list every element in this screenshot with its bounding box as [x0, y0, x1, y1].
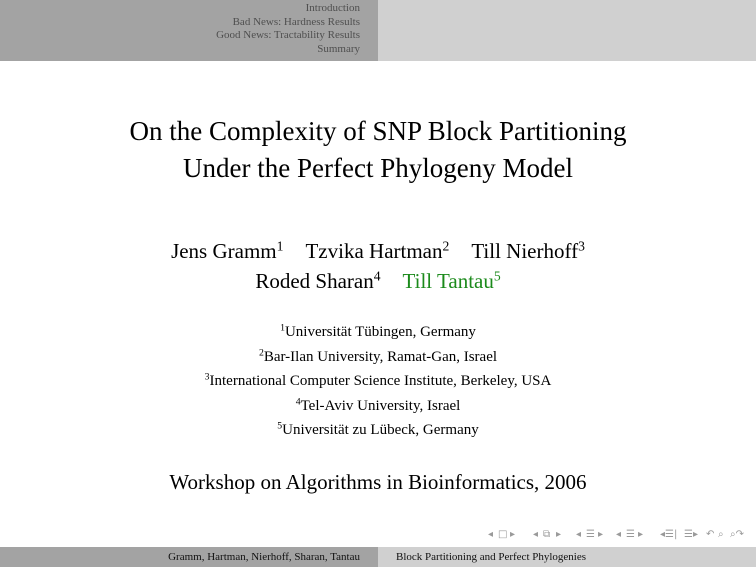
- footer-short-title: Block Partitioning and Perfect Phylogenies: [396, 551, 587, 563]
- frame-icon[interactable]: □: [498, 529, 508, 540]
- event-name: Workshop on Algorithms in Bioinformatics, 2006: [169, 470, 587, 494]
- subsection-icon[interactable]: ⧉: [543, 529, 551, 540]
- section-link-hardness[interactable]: Bad News: Hardness Results: [232, 15, 360, 28]
- search-icon[interactable]: ⌕: [718, 529, 724, 540]
- affiliation-1: $^1$Universität Tübingen, Germany: [280, 322, 476, 340]
- footer-authors: Gramm, Hartman, Nierhoff, Sharan, Tantau: [168, 551, 360, 563]
- author-row-2: [0, 266, 756, 296]
- search-back-forward-icon[interactable]: ↶: [706, 529, 715, 540]
- section-link-summary[interactable]: Summary: [317, 42, 360, 55]
- part-icon[interactable]: ☰: [626, 529, 635, 540]
- beamer-navigation-controls: [488, 528, 752, 542]
- part-next-icon[interactable]: ▸: [638, 529, 644, 540]
- section-navigation: [216, 2, 360, 56]
- section-next-icon[interactable]: ▸: [598, 529, 604, 540]
- author-tantau-presenter: Till Tantau$^5$: [402, 268, 501, 293]
- title-line-1: On the Complexity of SNP Block Partitioning: [129, 116, 627, 146]
- affiliation-3: $^3$International Computer Science Institute, Berkeley, USA: [204, 371, 552, 390]
- author-row-1: [0, 236, 756, 266]
- document-forward-icon[interactable]: ☰▸: [684, 529, 698, 540]
- author-hartman: Tzvika Hartman$^2$: [305, 238, 450, 263]
- subsection-next-icon[interactable]: ▸: [556, 529, 562, 540]
- author-sharan: Roded Sharan$^4$: [255, 268, 381, 293]
- affiliation-5: $^5$Universität zu Lübeck, Germany: [277, 421, 479, 439]
- zoom-icon[interactable]: ⌕↷: [730, 529, 744, 540]
- footer-bar: [0, 547, 756, 567]
- section-link-tractability[interactable]: Good News: Tractability Results: [216, 29, 360, 42]
- affiliation-4: $^4$Tel-Aviv University, Israel: [295, 396, 461, 414]
- section-icon[interactable]: ☰: [586, 529, 595, 540]
- header-bar: [0, 0, 756, 61]
- author-list: [0, 236, 756, 296]
- footer-title-panel: [378, 547, 756, 567]
- affiliation-2: $^2$Bar-Ilan University, Ramat-Gan, Israel: [258, 347, 498, 365]
- title-line-2: Under the Perfect Phylogeny Model: [183, 153, 573, 183]
- affiliation-list: [0, 320, 756, 443]
- section-nav-panel: [0, 0, 378, 61]
- frame-prev-icon[interactable]: ◂: [488, 529, 494, 540]
- author-gramm: Jens Gramm$^1$: [171, 238, 284, 263]
- frame-next-icon[interactable]: ▸: [510, 529, 516, 540]
- subsection-prev-icon[interactable]: ◂: [533, 529, 539, 540]
- document-back-icon[interactable]: ◂☰|: [660, 529, 678, 540]
- author-nierhoff: Till Nierhoff$^3$: [471, 238, 585, 263]
- section-link-introduction[interactable]: Introduction: [305, 2, 360, 14]
- part-prev-icon[interactable]: ◂: [616, 529, 622, 540]
- slide-title: [0, 113, 756, 187]
- footer-authors-panel: [0, 547, 378, 567]
- section-prev-icon[interactable]: ◂: [576, 529, 582, 540]
